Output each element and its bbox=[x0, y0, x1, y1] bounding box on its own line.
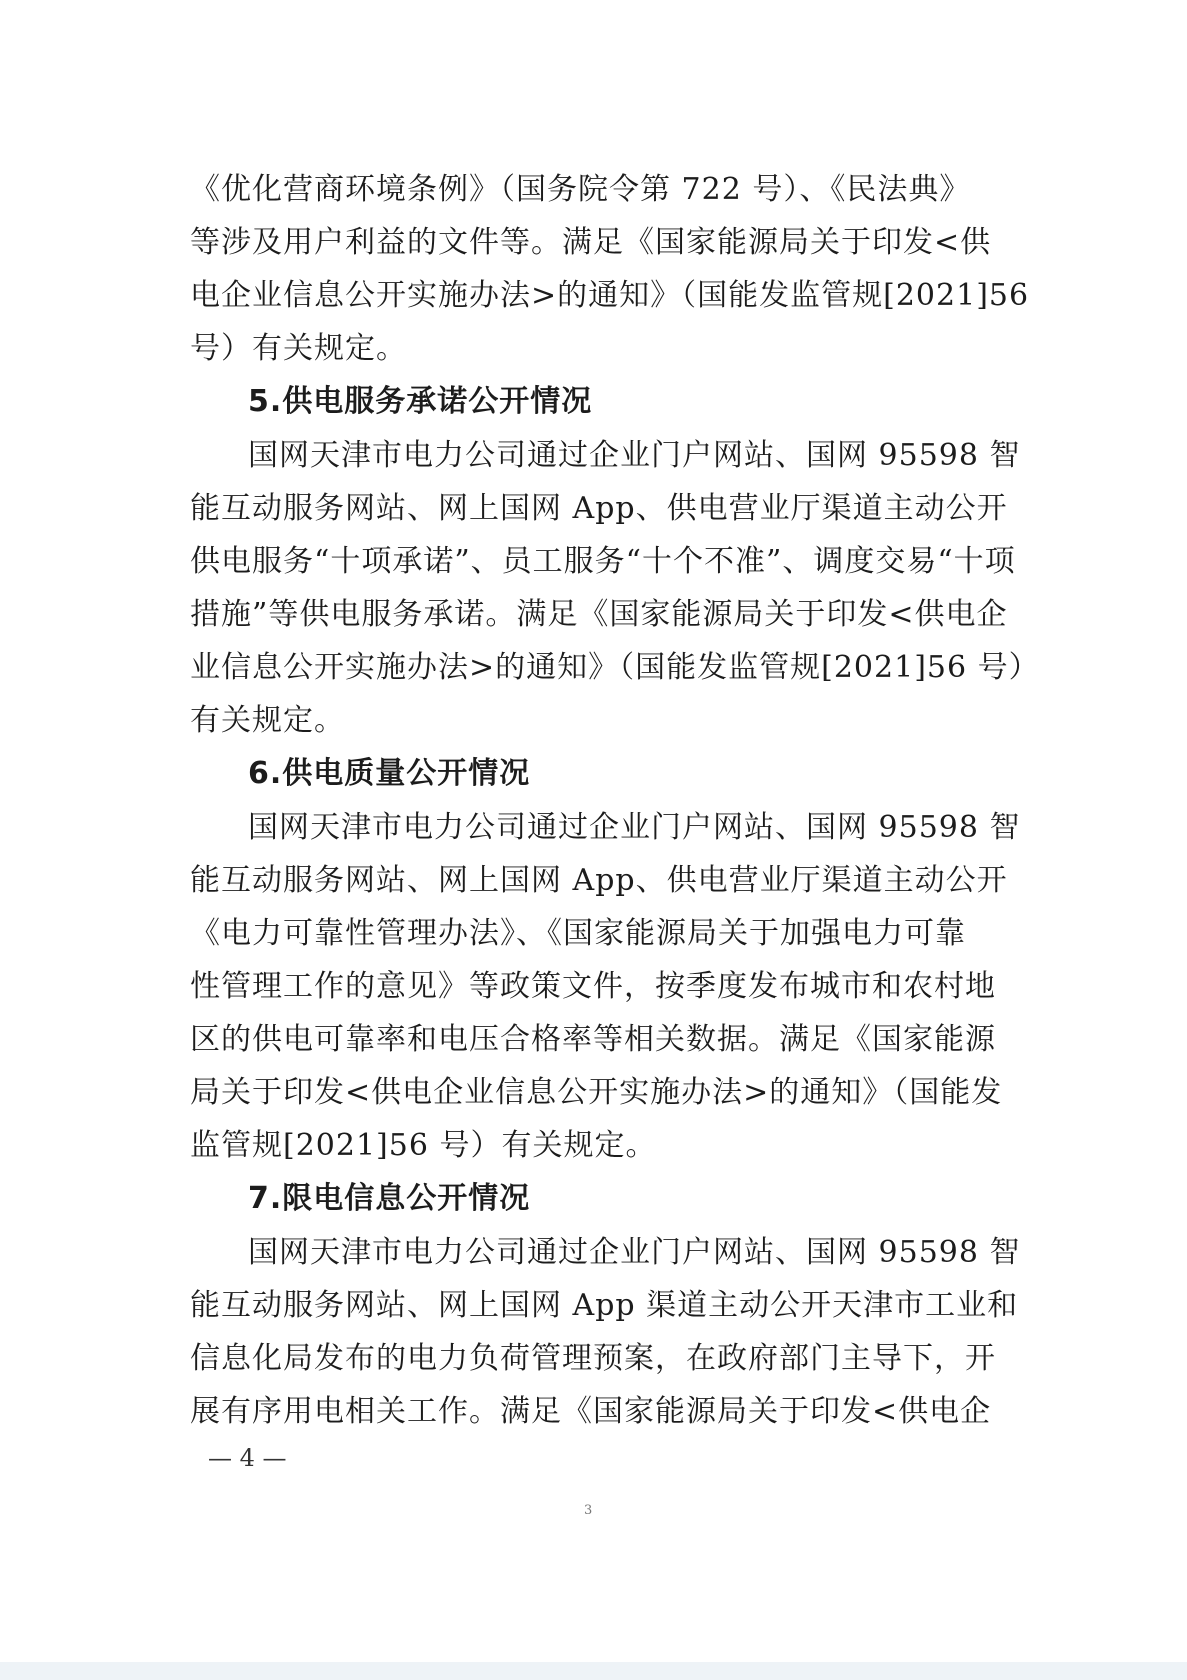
paragraph-line: 措施”等供电服务承诺。满足《国家能源局关于印发<供电企 bbox=[190, 597, 1008, 632]
paragraph-line: 电企业信息公开实施办法>的通知》（国能发监管规[2021]56 bbox=[190, 278, 1030, 313]
paragraph-line: 展有序用电相关工作。满足《国家能源局关于印发<供电企 bbox=[190, 1394, 992, 1429]
scan-page-number: 3 bbox=[584, 1503, 593, 1518]
paragraph-line: 等涉及用户利益的文件等。满足《国家能源局关于印发<供 bbox=[190, 225, 992, 260]
bottom-scan-edge bbox=[0, 1662, 1187, 1680]
paragraph-line: 有关规定。 bbox=[190, 703, 345, 738]
paragraph-line: 《优化营商环境条例》（国务院令第 722 号）、《民法典》 bbox=[190, 172, 971, 207]
paragraph-line: 能互动服务网站、网上国网 App、供电营业厅渠道主动公开 bbox=[190, 491, 1008, 526]
paragraph-line: 号）有关规定。 bbox=[190, 331, 407, 366]
paragraph-line: 业信息公开实施办法>的通知》（国能发监管规[2021]56 号） bbox=[190, 650, 1040, 685]
section-heading-7: 7.限电信息公开情况 bbox=[248, 1181, 531, 1216]
paragraph-line: 监管规[2021]56 号）有关规定。 bbox=[190, 1128, 657, 1163]
paragraph-line: 能互动服务网站、网上国网 App 渠道主动公开天津市工业和 bbox=[190, 1288, 1019, 1323]
paragraph-line: 性管理工作的意见》等政策文件，按季度发布城市和农村地 bbox=[190, 969, 996, 1004]
paragraph-line: 国网天津市电力公司通过企业门户网站、国网 95598 智 bbox=[248, 1235, 1021, 1270]
paragraph-line: 国网天津市电力公司通过企业门户网站、国网 95598 智 bbox=[248, 438, 1021, 473]
paragraph-line: 国网天津市电力公司通过企业门户网站、国网 95598 智 bbox=[248, 810, 1021, 845]
section-heading-6: 6.供电质量公开情况 bbox=[248, 756, 531, 791]
paragraph-line: 《电力可靠性管理办法》、《国家能源局关于加强电力可靠 bbox=[190, 916, 966, 951]
section-heading-5: 5.供电服务承诺公开情况 bbox=[248, 384, 593, 419]
paragraph-line: 局关于印发<供电企业信息公开实施办法>的通知》（国能发 bbox=[190, 1075, 1003, 1110]
paragraph-line: 能互动服务网站、网上国网 App、供电营业厅渠道主动公开 bbox=[190, 863, 1008, 898]
paragraph-line: 供电服务“十项承诺”、员工服务“十个不准”、调度交易“十项 bbox=[190, 544, 1016, 579]
page-number: — 4 — bbox=[208, 1444, 287, 1472]
paragraph-line: 区的供电可靠率和电压合格率等相关数据。满足《国家能源 bbox=[190, 1022, 996, 1057]
paragraph-line: 信息化局发布的电力负荷管理预案，在政府部门主导下，开 bbox=[190, 1341, 996, 1376]
